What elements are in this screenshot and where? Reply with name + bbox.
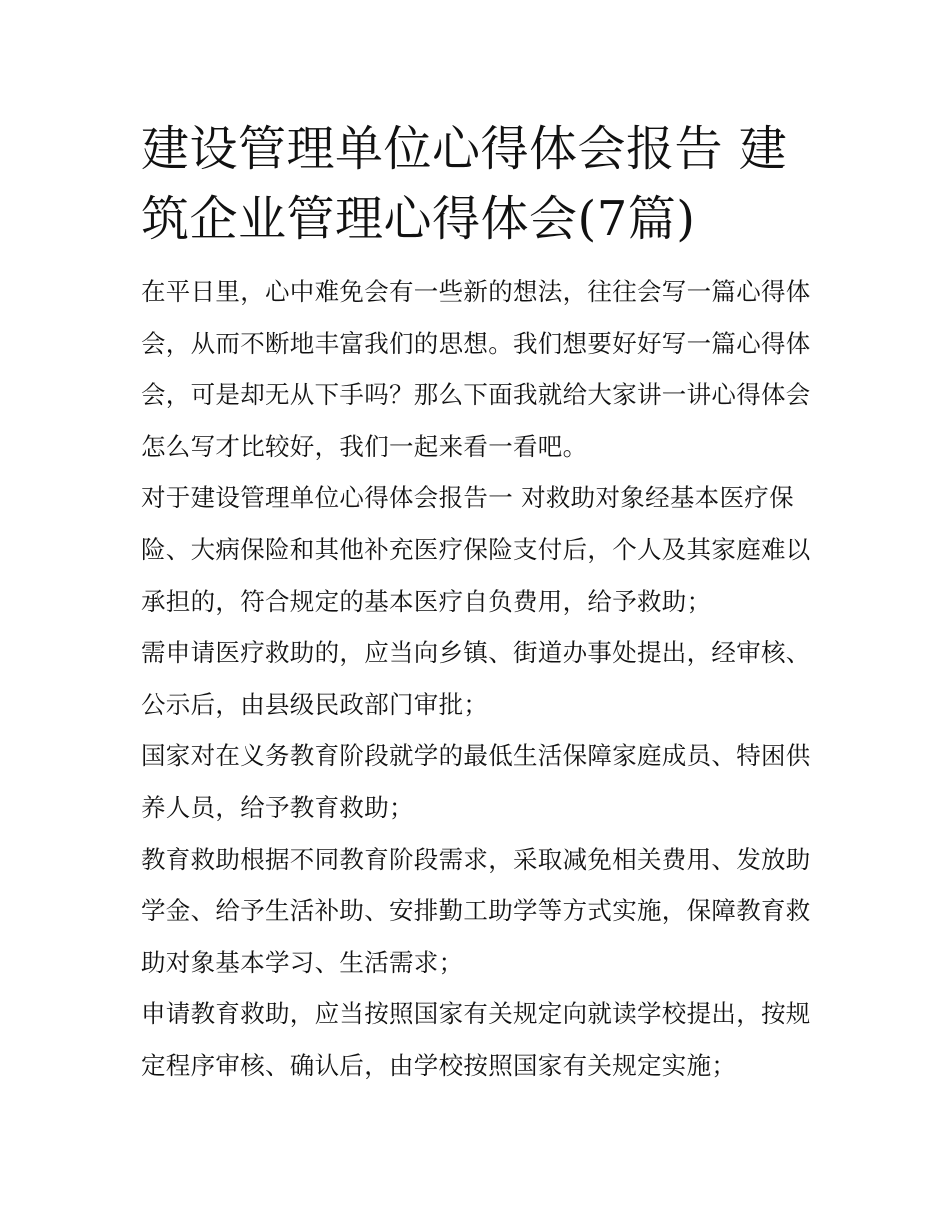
paragraph-education-application: 申请教育救助，应当按照国家有关规定向就读学校提出，按规定程序审核、确认后，由学校按照国家有关规定实施； (141, 999, 811, 1080)
document-page (141, 114, 813, 1092)
paragraph-medical-aid: 对于建设管理单位心得体会报告一 对救助对象经基本医疗保险、大病保险和其他补充医疗保险支付后，个人及其家庭难以承担的，符合规定的基本医疗自负费用，给予救助； (141, 483, 811, 616)
paragraph-intro: 在平日里，心中难免会有一些新的想法，往往会写一篇心得体会，从而不断地丰富我们的思想。我们想要好好写一篇心得体会，可是却无从下手吗？那么下面我就给大家讲一讲心得体会怎么写才比较好，我们一起来看一看吧。 (141, 277, 811, 461)
paragraph-medical-application: 需申请医疗救助的，应当向乡镇、街道办事处提出，经审核、公示后，由县级民政部门审批； (141, 638, 811, 719)
paragraph-education-methods: 教育救助根据不同教育阶段需求，采取减免相关费用、发放助学金、给予生活补助、安排勤工助学等方式实施，保障教育救助对象基本学习、生活需求； (141, 844, 811, 977)
document-body (141, 266, 813, 1092)
paragraph-education-aid: 国家对在义务教育阶段就学的最低生活保障家庭成员、特困供养人员，给予教育救助； (141, 741, 811, 822)
document-title: 建设管理单位心得体会报告 建筑企业管理心得体会(7篇) (141, 121, 788, 247)
